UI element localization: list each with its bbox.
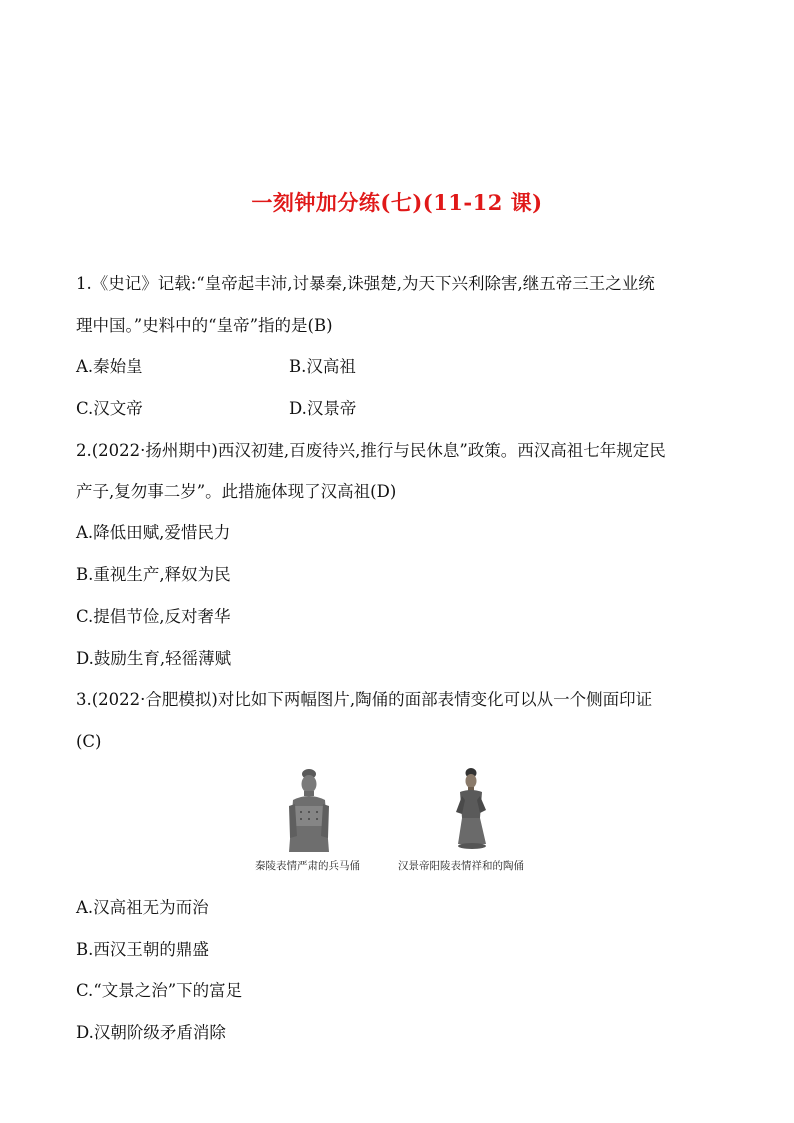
q2-option-b: B.重视生产,释奴为民: [76, 565, 231, 584]
q1-stem-line1: 1.《史记》记载:“皇帝起丰沛,讨暴秦,诛强楚,为天下兴利除害,继五帝三王之业统: [76, 274, 655, 293]
caption-qin-warrior: 秦陵表情严肃的兵马俑: [255, 860, 360, 872]
figurine-comparison-figure: [255, 766, 555, 876]
q2-option-c: C.提倡节俭,反对奢华: [76, 607, 231, 626]
han-figurine-image: [448, 766, 494, 852]
q3-stem-line2: (C): [76, 732, 102, 751]
q3-option-a: A.汉高祖无为而治: [76, 898, 209, 917]
q3-stem-line1: 3.(2022·合肥模拟)对比如下两幅图片,陶俑的面部表情变化可以从一个侧面印证: [76, 690, 653, 709]
q3-option-b: B.西汉王朝的鼎盛: [76, 940, 209, 959]
q1-option-b: B.汉高祖: [289, 357, 356, 376]
q3-option-c: C.“文景之治”下的富足: [76, 981, 243, 1000]
q1-option-d: D.汉景帝: [289, 399, 357, 418]
caption-han-figurine: 汉景帝阳陵表情祥和的陶俑: [398, 860, 524, 872]
q2-option-a: A.降低田赋,爱惜民力: [76, 523, 231, 542]
q2-stem-line1: 2.(2022·扬州期中)西汉初建,百废待兴,推行与民休息”政策。西汉高祖七年规定民: [76, 441, 666, 460]
q3-option-d: D.汉朝阶级矛盾消除: [76, 1023, 226, 1042]
q2-option-d: D.鼓励生育,轻徭薄赋: [76, 649, 232, 668]
page-title: 一刻钟加分练(七)(11-12 课): [251, 190, 543, 215]
q1-option-a: A.秦始皇: [76, 357, 143, 376]
terracotta-warrior-image: [285, 766, 333, 852]
q2-stem-line2: 产子,复勿事二岁”。此措施体现了汉高祖(D): [76, 482, 397, 501]
q1-option-c: C.汉文帝: [76, 399, 143, 418]
q1-stem-line2: 理中国。”史料中的“皇帝”指的是(B): [76, 316, 333, 335]
